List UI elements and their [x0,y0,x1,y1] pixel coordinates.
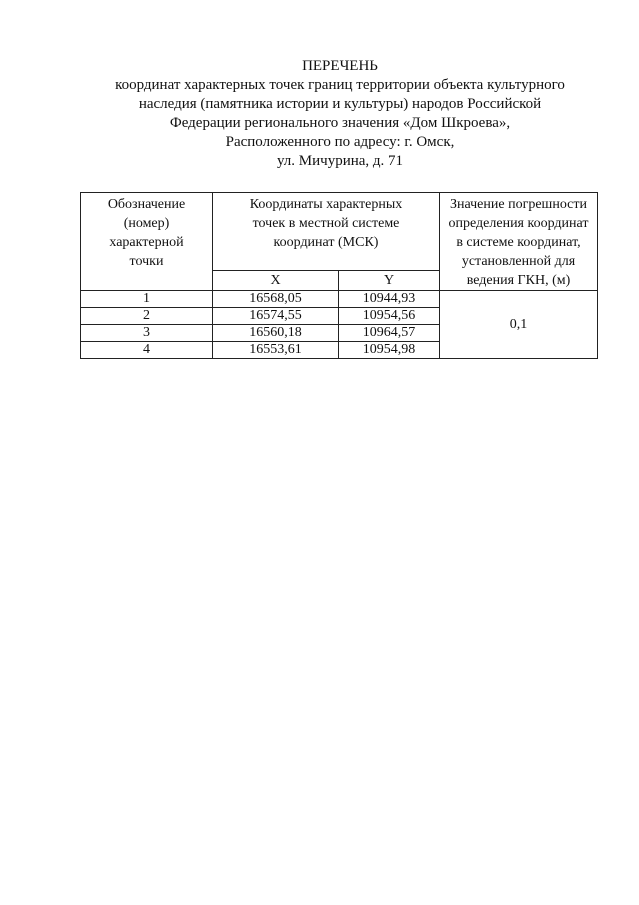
header-text: в системе координат, [456,235,581,250]
y-cell: 10954,98 [339,342,440,359]
y-column-header: Y [339,271,440,291]
heading-line: координат характерных точек границ территории объекта культурного [115,77,565,93]
header-text: точки [129,254,164,269]
x-cell: 16553,61 [213,342,339,359]
coordinates-table [80,192,598,359]
point-cell: 1 [81,291,213,308]
heading-line: наследия (памятника истории и культуры) народов Российской [138,96,542,112]
error-value-cell: 0,1 [440,291,598,359]
header-text: установленной для [461,254,576,269]
heading-title: ПЕРЕЧЕНЬ [302,58,378,74]
header-text: ведения ГКН, (м) [466,273,571,288]
point-cell: 2 [81,308,213,325]
header-text: Координаты характерных [249,197,403,212]
header-text: Значение погрешности [449,197,587,212]
header-text: точек в местной системе [252,216,400,231]
x-cell: 16568,05 [213,291,339,308]
header-text: характерной [109,235,184,250]
x-cell: 16574,55 [213,308,339,325]
error-column-header [440,193,598,291]
header-text: определения координат [448,216,589,231]
point-cell: 3 [81,325,213,342]
heading-line: Федерации регионального значения «Дом Шкроева», [169,115,511,131]
document-heading [60,57,620,171]
heading-line: Расположенного по адресу: г. Омск, [225,134,455,150]
x-cell: 16560,18 [213,325,339,342]
point-cell: 4 [81,342,213,359]
table-row [81,291,598,308]
y-cell: 10964,57 [339,325,440,342]
coords-column-header [213,193,440,271]
y-cell: 10954,56 [339,308,440,325]
point-column-header [81,193,213,291]
heading-line: ул. Мичурина, д. 71 [276,153,404,169]
x-column-header: X [213,271,339,291]
header-text: (номер) [123,216,170,231]
header-text: координат (МСК) [273,235,379,250]
y-cell: 10944,93 [339,291,440,308]
header-text: Обозначение [107,197,186,212]
